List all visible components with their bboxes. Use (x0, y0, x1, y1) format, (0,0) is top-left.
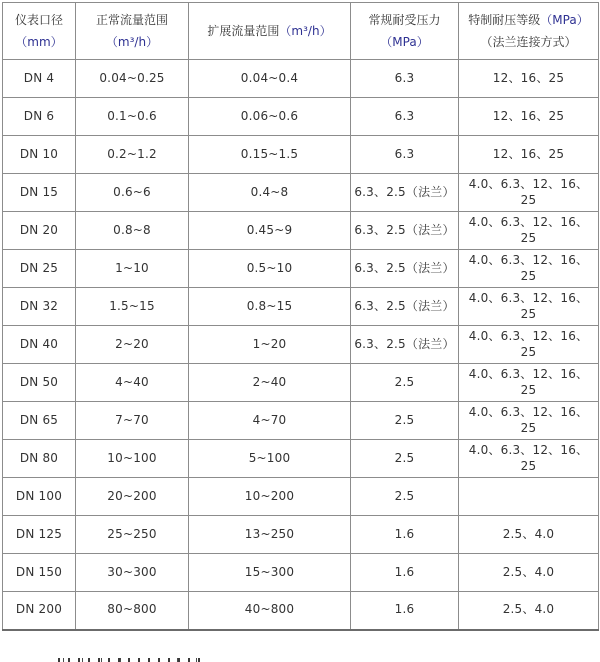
column-suffix: （法兰连接方式） (480, 35, 577, 49)
table-row (3, 60, 599, 98)
cell-pressure: 6.3、2.5（法兰） (351, 212, 459, 250)
column-header-extended (189, 3, 351, 60)
table-header-row (3, 3, 599, 60)
cell-pressure: 6.3 (351, 60, 459, 98)
table-row (3, 288, 599, 326)
cell-pressure: 1.6 (351, 516, 459, 554)
cell-dn: DN 15 (3, 174, 76, 212)
cell-extended: 5~100 (189, 440, 351, 478)
column-label: 常规耐受压力 (368, 12, 441, 27)
cell-dn: DN 10 (3, 136, 76, 174)
cell-pressure: 2.5 (351, 364, 459, 402)
cell-normal: 1~10 (76, 250, 189, 288)
table-row (3, 250, 599, 288)
column-unit: （m³/h） (279, 23, 332, 38)
column-unit: （mm） (15, 35, 63, 49)
cell-normal: 20~200 (76, 478, 189, 516)
cell-special: 2.5、4.0 (459, 516, 599, 554)
cell-normal: 1.5~15 (76, 288, 189, 326)
table-row (3, 212, 599, 250)
cell-special: 2.5、4.0 (459, 554, 599, 592)
table-row (3, 136, 599, 174)
cell-normal: 0.8~8 (76, 212, 189, 250)
column-label: 仪表口径 (14, 12, 63, 27)
table-row (3, 98, 599, 136)
cell-extended: 1~20 (189, 326, 351, 364)
cell-pressure: 2.5 (351, 478, 459, 516)
cell-pressure: 1.6 (351, 554, 459, 592)
cell-dn: DN 125 (3, 516, 76, 554)
flowmeter-spec-table (2, 2, 599, 631)
table-row (3, 592, 599, 630)
table-row (3, 174, 599, 212)
cell-special: 4.0、6.3、12、16、25 (459, 212, 599, 250)
cell-special: 4.0、6.3、12、16、25 (459, 250, 599, 288)
column-header-normal (76, 3, 189, 60)
cell-extended: 4~70 (189, 402, 351, 440)
cell-pressure: 6.3、2.5（法兰） (351, 174, 459, 212)
table-row (3, 554, 599, 592)
cell-pressure: 6.3 (351, 136, 459, 174)
cell-special: 12、16、25 (459, 98, 599, 136)
cell-normal: 7~70 (76, 402, 189, 440)
cell-dn: DN 80 (3, 440, 76, 478)
cell-normal: 0.04~0.25 (76, 60, 189, 98)
cell-normal: 2~20 (76, 326, 189, 364)
cell-extended: 0.15~1.5 (189, 136, 351, 174)
cell-normal: 0.1~0.6 (76, 98, 189, 136)
cell-pressure: 2.5 (351, 402, 459, 440)
cell-special: 4.0、6.3、12、16、25 (459, 174, 599, 212)
cell-special: 4.0、6.3、12、16、25 (459, 288, 599, 326)
cell-special: 4.0、6.3、12、16、25 (459, 440, 599, 478)
cell-pressure: 1.6 (351, 592, 459, 630)
cell-special: 4.0、6.3、12、16、25 (459, 402, 599, 440)
cell-pressure: 6.3、2.5（法兰） (351, 250, 459, 288)
cell-special: 12、16、25 (459, 60, 599, 98)
cell-extended: 0.4~8 (189, 174, 351, 212)
column-header-pressure (351, 3, 459, 60)
cell-dn: DN 40 (3, 326, 76, 364)
cell-extended: 0.8~15 (189, 288, 351, 326)
column-label: 特制耐压等级 (468, 12, 541, 27)
column-header-dn (3, 3, 76, 60)
cell-extended: 0.5~10 (189, 250, 351, 288)
table-row (3, 478, 599, 516)
cell-extended: 10~200 (189, 478, 351, 516)
cell-extended: 0.04~0.4 (189, 60, 351, 98)
cell-dn: DN 32 (3, 288, 76, 326)
clipped-text-fragment (58, 658, 208, 662)
cell-extended: 13~250 (189, 516, 351, 554)
cell-dn: DN 50 (3, 364, 76, 402)
cell-dn: DN 65 (3, 402, 76, 440)
column-unit: （m³/h） (105, 35, 159, 49)
cell-pressure: 6.3、2.5（法兰） (351, 326, 459, 364)
cell-pressure: 6.3、2.5（法兰） (351, 288, 459, 326)
table-row (3, 364, 599, 402)
cell-extended: 15~300 (189, 554, 351, 592)
column-label: 扩展流量范围 (207, 23, 280, 38)
table-row (3, 440, 599, 478)
cell-special: 2.5、4.0 (459, 592, 599, 630)
table-row (3, 402, 599, 440)
cell-special: 12、16、25 (459, 136, 599, 174)
table-row (3, 326, 599, 364)
cell-extended: 0.06~0.6 (189, 98, 351, 136)
cell-dn: DN 6 (3, 98, 76, 136)
cell-normal: 30~300 (76, 554, 189, 592)
cell-dn: DN 100 (3, 478, 76, 516)
cell-extended: 2~40 (189, 364, 351, 402)
column-header-special (459, 3, 599, 60)
cell-extended: 40~800 (189, 592, 351, 630)
cell-special: 4.0、6.3、12、16、25 (459, 364, 599, 402)
cell-dn: DN 25 (3, 250, 76, 288)
cell-normal: 0.6~6 (76, 174, 189, 212)
cell-normal: 0.2~1.2 (76, 136, 189, 174)
column-unit: （MPa） (380, 35, 429, 49)
cell-dn: DN 150 (3, 554, 76, 592)
cell-normal: 80~800 (76, 592, 189, 630)
cell-normal: 4~40 (76, 364, 189, 402)
table-row (3, 516, 599, 554)
cell-dn: DN 4 (3, 60, 76, 98)
cell-special: 4.0、6.3、12、16、25 (459, 326, 599, 364)
cell-normal: 25~250 (76, 516, 189, 554)
column-label: 正常流量范围 (95, 12, 168, 27)
column-unit: （MPa） (540, 12, 589, 27)
cell-pressure: 6.3 (351, 98, 459, 136)
cell-dn: DN 20 (3, 212, 76, 250)
cell-special (459, 478, 599, 516)
cell-dn: DN 200 (3, 592, 76, 630)
cell-extended: 0.45~9 (189, 212, 351, 250)
table-body (3, 60, 599, 630)
cell-pressure: 2.5 (351, 440, 459, 478)
cell-normal: 10~100 (76, 440, 189, 478)
